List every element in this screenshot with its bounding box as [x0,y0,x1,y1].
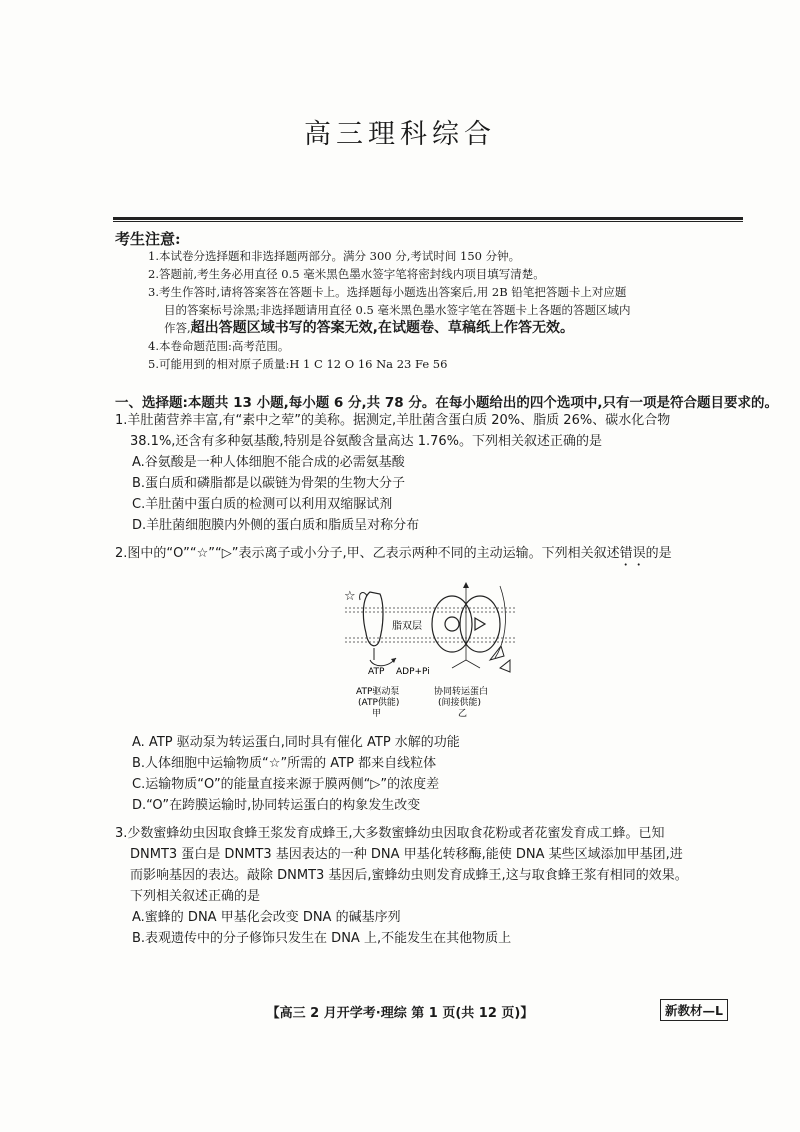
question-stem: 1.羊肚菌营养丰富,有“素中之荤”的美称。据测定,羊肚菌含蛋白质 20%、脂质 26%、碳水化合物 [115,413,671,428]
notice-item: 1.本试卷分选择题和非选择题两部分。满分 300 分,考试时间 150 分钟。 [148,249,521,263]
question-2-options [115,732,745,816]
question-stem: 下列相关叙述正确的是 [130,889,261,904]
option-a: A.谷氨酸是一种人体细胞不能合成的必需氨基酸 [132,455,405,470]
option-a: A.蜜蜂的 DNA 甲基化会改变 DNA 的碱基序列 [132,910,401,925]
option-d: D.羊肚菌细胞膜内外侧的蛋白质和脂质呈对称分布 [132,518,420,533]
stem-text: 的是 [645,546,672,561]
stem-text: 2.图中的“O”“☆”“▷”表示离子或小分子,甲、乙表示两种不同的主动运输。下列相关叙述 [115,546,620,561]
section-heading: 一、选择题:本题共 13 小题,每小题 6 分,共 78 分。在每小题给出的四个选项中,只有一项是符合题目要求的。 [115,395,778,411]
pump-label: ATP驱动泵 [356,687,400,697]
triangle-molecule-icon [475,618,485,630]
option-a: A. ATP 驱动泵为转运蛋白,同时具有催化 ATP 水解的功能 [132,735,460,750]
cotransport-name: 乙 [458,709,468,718]
notice-strong-text: 超出答题区域书写的答案无效,在试题卷、草稿纸上作答无效。 [190,320,574,336]
option-b: B.蛋白质和磷脂都是以碳链为骨架的生物大分子 [132,476,406,491]
adp-label: ADP+Pi [396,667,430,677]
pump-sublabel: (ATP供能) [358,698,400,708]
option-d: D.“O”在跨膜运输时,协同转运蛋白的构象发生改变 [132,798,421,813]
option-b: B.表观遗传中的分子修饰只发生在 DNA 上,不能发生在其他物质上 [132,931,512,946]
option-c: C.羊肚菌中蛋白质的检测可以利用双缩脲试剂 [132,497,393,512]
question-stem: 3.少数蜜蜂幼虫因取食蜂王浆发育成蜂王,大多数蜜蜂幼虫因取食花粉或者花蜜发育成工蜂。已知 [115,826,665,841]
notice-heading: 考生注意: [115,230,181,248]
question-3 [115,823,745,949]
notice-item: 5.可能用到的相对原子质量:H 1 C 12 O 16 Na 23 Fe 56 [148,357,448,371]
question-stem: 38.1%,还含有多种氨基酸,特别是谷氨酸含量高达 1.76%。下列相关叙述正确的是 [130,434,602,449]
cotransport-sublabel: (间接供能) [438,698,482,708]
question-2 [115,543,745,569]
header-rule-thin [113,221,743,222]
notice-list [148,247,748,373]
emphasis-text: 错误 [619,546,646,561]
option-c: C.运输物质“O”的能量直接来源于膜两侧“▷”的浓度差 [132,777,440,792]
cotransport-label: 协同转运蛋白 [434,687,489,697]
edition-badge: 新教材—L [660,999,728,1021]
question-stem [115,543,745,569]
header-rule-thick [113,217,743,220]
pump-name: 甲 [372,709,382,718]
notice-item: 4.本卷命题范围:高考范围。 [148,339,290,353]
notice-item-continued [148,319,748,337]
question-stem: 而影响基因的表达。敲除 DNMT3 基因后,蜜蜂幼虫则发育成蜂王,这与取食蜂王浆有相同的效果。 [130,868,688,883]
notice-item: 3.考生作答时,请将答案答在答题卡上。选择题每小题选出答案后,用 2B 铅笔把答题卡上对应题 [148,285,627,299]
notice-item-continued: 目的答案标号涂黑;非选择题请用直径 0.5 毫米黑色墨水签字笔在答题卡上各题的答题区域内 [164,303,631,317]
option-b: B.人体细胞中运输物质“☆”所需的 ATP 都来自线粒体 [132,756,437,771]
page-footer: 【高三 2 月开学考·理综 第 1 页(共 12 页)】 [266,1006,534,1021]
membrane-transport-figure [340,578,520,718]
circle-molecule-icon [445,617,459,631]
notice-text: 作答, [164,321,191,335]
question-1 [115,410,745,536]
exam-title: 高三理科综合 [304,119,496,150]
notice-item: 2.答题前,考生务必用直径 0.5 毫米黑色墨水签字笔将密封线内项目填写清楚。 [148,267,545,281]
star-molecule-icon: ☆ [344,589,356,604]
transport-diagram [340,578,520,718]
question-stem: DNMT3 蛋白是 DNMT3 基因表达的一种 DNA 甲基化转移酶,能使 DNA 某些区域添加甲基团,进 [130,847,683,862]
membrane-label: 脂双层 [392,621,422,632]
atp-label: ATP [368,667,385,677]
